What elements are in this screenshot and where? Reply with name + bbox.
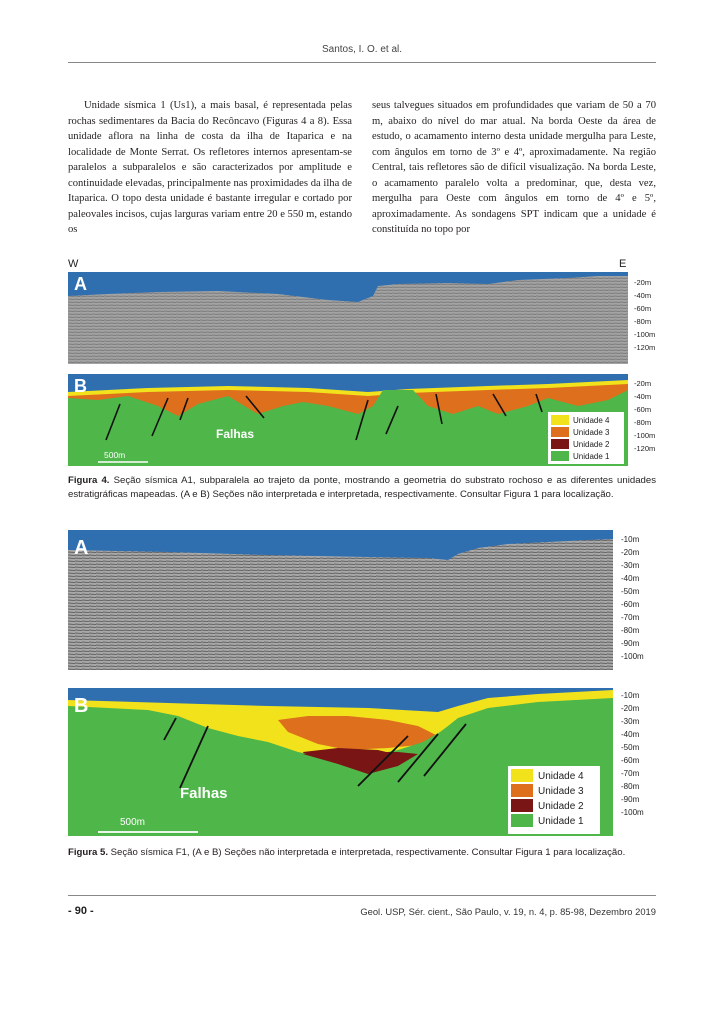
depth-label: -40m xyxy=(621,574,640,583)
depth-label: -80m xyxy=(634,418,652,427)
panel-a-label: A xyxy=(74,537,89,559)
depth-label: -80m xyxy=(621,626,640,635)
footer-rule xyxy=(68,895,656,896)
legend-label: Unidade 2 xyxy=(538,801,584,812)
scale-label: 500m xyxy=(120,817,146,828)
figure-4-panel-a xyxy=(68,272,655,364)
figure-4-panel-b xyxy=(68,374,655,466)
faults-label: Falhas xyxy=(180,785,228,802)
legend-label: Unidade 4 xyxy=(573,416,610,425)
figure-4-caption-prefix: Figura 4. xyxy=(68,475,110,486)
depth-label: -100m xyxy=(621,808,644,817)
depth-label: -10m xyxy=(621,691,640,700)
depth-label: -10m xyxy=(621,535,640,544)
depth-label: -70m xyxy=(621,613,640,622)
figure-5-caption-prefix: Figura 5. xyxy=(68,847,108,858)
depth-label: -60m xyxy=(634,405,652,414)
legend-label: Unidade 1 xyxy=(573,452,610,461)
depth-label: -30m xyxy=(621,561,640,570)
depth-label: -50m xyxy=(621,587,640,596)
depth-label: -90m xyxy=(621,795,640,804)
depth-label: -20m xyxy=(621,704,640,713)
panel-a-label: A xyxy=(74,274,87,294)
east-label: E xyxy=(619,258,627,270)
depth-label: -20m xyxy=(634,278,652,287)
figure-5-panel-b xyxy=(68,688,644,836)
depth-label: -40m xyxy=(621,730,640,739)
legend-label: Unidade 1 xyxy=(538,816,584,827)
figure-4-legend xyxy=(548,412,624,464)
legend-label: Unidade 4 xyxy=(538,771,584,782)
panel-b-label: B xyxy=(74,695,89,717)
depth-label: -60m xyxy=(634,304,652,313)
depth-label: -90m xyxy=(621,639,640,648)
legend-swatch xyxy=(511,799,533,812)
figure-5 xyxy=(68,530,656,840)
depth-label: -20m xyxy=(621,548,640,557)
running-head: Santos, I. O. et al. xyxy=(321,44,403,55)
depth-label: -30m xyxy=(621,717,640,726)
legend-label: Unidade 2 xyxy=(573,440,610,449)
figure-5-panel-a xyxy=(68,530,644,670)
figure-4-caption-text: Seção sísmica A1, subparalela ao trajeto da ponte, mostrando a geometria do substrato rochoso e as diferentes unidades estratigráficas mapeadas. (A e B) Seções não interpretada e interpretada, respectivamente. Consultar Figura 1 para localização. xyxy=(68,475,657,500)
depth-label: -120m xyxy=(634,444,656,453)
depth-label: -60m xyxy=(621,600,640,609)
body-text-left-column: Unidade sísmica 1 (Us1), a mais basal, é representada pelas rochas sedimentares da Bacia do Recôncavo (Figuras 4 a 8). Essa unidade aflora na linha de costa da ilha de Itaparica e na localidade de Monte Serrat. Os refletores internos apresentam-se paralelos a subparalelos e são caracterizados por amplitude e continuidade elevadas, principalmente nas proximidades da ilha de Itaparica. O topo desta unidade é bastante irregular e cortado por paleovales incisos, cujas larguras variam entre 20 e 550 m, estando os xyxy=(68,100,352,235)
header-rule xyxy=(68,62,656,63)
depth-label: -40m xyxy=(634,392,652,401)
legend-label: Unidade 3 xyxy=(538,786,584,797)
depth-label: -60m xyxy=(621,756,640,765)
figure-5-caption-text: Seção sísmica F1, (A e B) Seções não interpretada e interpretada, respectivamente. Consultar Figura 1 para localização. xyxy=(107,847,626,858)
figure-4-graphic xyxy=(68,256,656,468)
depth-label: -50m xyxy=(621,743,640,752)
depth-label: -80m xyxy=(634,317,652,326)
journal-reference: Geol. USP, Sér. cient., São Paulo, v. 19, n. 4, p. 85-98, Dezembro 2019 xyxy=(360,906,656,917)
figure-5-caption xyxy=(68,846,656,860)
faults-label: Falhas xyxy=(216,427,255,441)
depth-label: -120m xyxy=(634,343,656,352)
figure-5-graphic xyxy=(68,530,656,840)
depth-label: -100m xyxy=(634,330,656,339)
depth-label: -40m xyxy=(634,291,652,300)
depth-label: -80m xyxy=(621,782,640,791)
depth-label: -100m xyxy=(621,652,644,661)
legend-swatch xyxy=(511,784,533,797)
body-text-right-column: seus talvegues situados em profundidades que variam de 50 a 70 m, abaixo do nível do mar atual. Na borda Oeste da área de estudo, o acamamento interno desta unidade mergulha para Leste, com ângulos em torno de 3º e 4º, aproximadamente. Na região Central, tais refletores são de difícil visualização. Na borda Leste, o acamamento paralelo volta a predominar, que, desta vez, mergulha para Oeste com ângulos em torno de 4º e 5º, aproximadamente. As sondagens SPT indicam que a unidade é constituída no topo por xyxy=(372,100,656,235)
legend-swatch xyxy=(551,427,569,437)
scale-label: 500m xyxy=(104,450,126,460)
legend-swatch xyxy=(551,451,569,461)
page-number: - 90 - xyxy=(68,905,94,917)
panel-b-label: B xyxy=(74,376,87,396)
legend-swatch xyxy=(511,814,533,827)
figure-4-caption xyxy=(68,474,656,501)
legend-swatch xyxy=(511,769,533,782)
legend-label: Unidade 3 xyxy=(573,428,610,437)
legend-swatch xyxy=(551,415,569,425)
legend-swatch xyxy=(551,439,569,449)
figure-4 xyxy=(68,256,656,468)
figure-5-legend xyxy=(508,766,600,834)
depth-label: -20m xyxy=(634,379,652,388)
west-label: W xyxy=(68,258,79,270)
depth-label: -70m xyxy=(621,769,640,778)
depth-label: -100m xyxy=(634,431,656,440)
